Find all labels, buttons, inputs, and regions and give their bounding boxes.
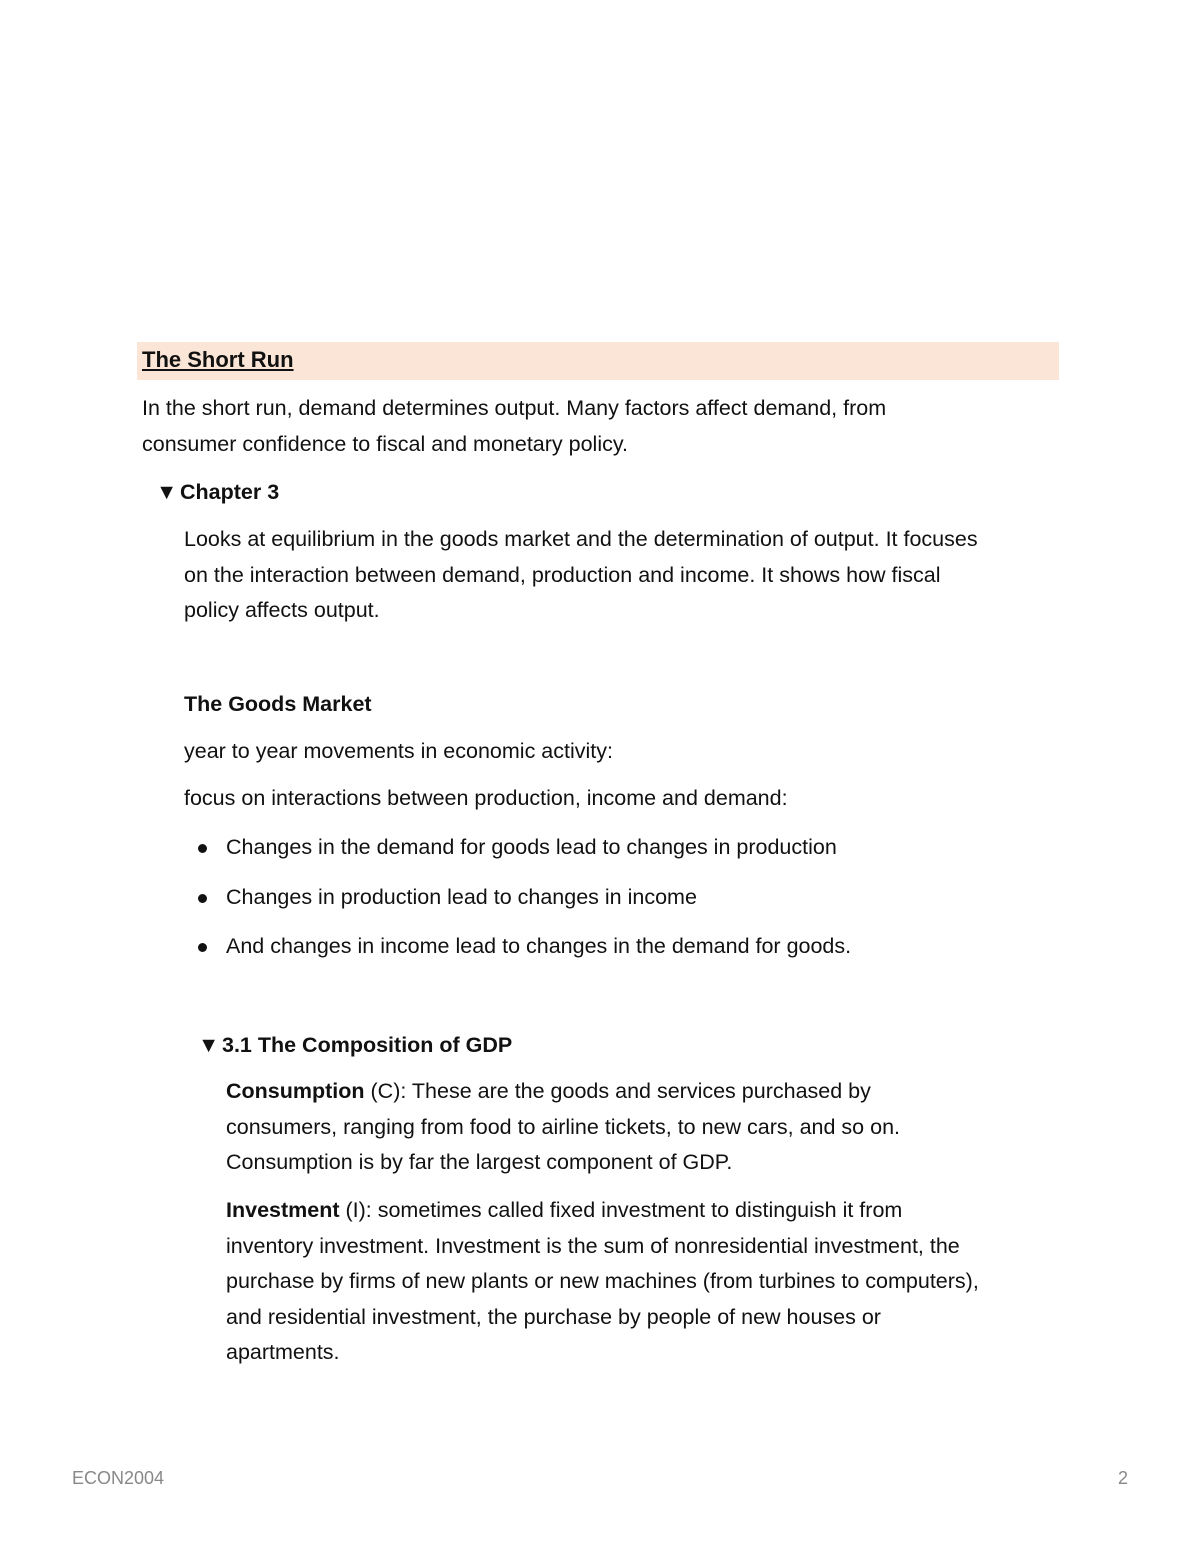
list-item-text: Changes in the demand for goods lead to changes in production	[226, 835, 837, 859]
chapter3-toggle[interactable]	[156, 478, 279, 506]
investment-line	[226, 1193, 979, 1229]
consumption-definition: (C): These are the goods and services purchased by	[364, 1079, 871, 1103]
investment-definition: (I): sometimes called fixed investment to distinguish it from	[339, 1198, 903, 1222]
list-item	[196, 880, 851, 930]
intro-paragraph	[142, 391, 886, 462]
list-item	[196, 929, 851, 979]
goods-market-heading: The Goods Market	[184, 692, 372, 716]
chapter3-line: Looks at equilibrium in the goods market and the determination of output. It focuses	[184, 527, 978, 551]
investment-line: and residential investment, the purchase by people of new houses or	[226, 1304, 881, 1329]
triangle-down-icon[interactable]: ▼	[198, 1033, 220, 1057]
footer-page-number: 2	[1118, 1468, 1129, 1488]
list-item-text: Changes in production lead to changes in income	[226, 884, 697, 909]
investment-line: inventory investment. Investment is the sum of nonresidential investment, the	[226, 1233, 960, 1258]
bullet-icon	[198, 943, 207, 952]
chapter3-line: policy affects output.	[184, 598, 380, 622]
goods-market-line: focus on interactions between production, income and demand:	[184, 786, 788, 810]
goods-market-line: year to year movements in economic activity:	[184, 739, 613, 763]
consumption-term: Consumption	[226, 1079, 365, 1103]
chapter3-title: Chapter 3	[180, 480, 280, 504]
triangle-down-icon[interactable]: ▼	[156, 480, 178, 504]
goods-market-bullet-list	[196, 830, 851, 979]
chapter3-body	[184, 522, 978, 629]
list-item-text: And changes in income lead to changes in the demand for goods.	[226, 934, 852, 958]
consumption-line: Consumption is by far the largest component of GDP.	[226, 1150, 733, 1174]
composition-title: 3.1 The Composition of GDP	[222, 1033, 513, 1057]
intro-line: In the short run, demand determines output. Many factors affect demand, from	[142, 396, 887, 420]
investment-paragraph	[226, 1193, 979, 1371]
intro-line: consumer confidence to fiscal and monetary policy.	[142, 431, 628, 456]
bullet-icon	[198, 894, 207, 903]
investment-line: purchase by firms of new plants or new machines (from turbines to computers),	[226, 1269, 979, 1293]
footer-course-code: ECON2004	[72, 1468, 165, 1488]
investment-term: Investment	[226, 1198, 340, 1222]
chapter3-line: on the interaction between demand, production and income. It shows how fiscal	[184, 562, 941, 587]
consumption-paragraph	[226, 1074, 900, 1181]
list-item	[196, 830, 851, 880]
consumption-line	[226, 1074, 900, 1110]
consumption-line: consumers, ranging from food to airline tickets, to new cars, and so on.	[226, 1114, 900, 1139]
composition-toggle[interactable]	[198, 1031, 512, 1059]
section-heading: The Short Run	[142, 347, 294, 372]
investment-line: apartments.	[226, 1340, 340, 1364]
bullet-icon	[198, 844, 207, 853]
